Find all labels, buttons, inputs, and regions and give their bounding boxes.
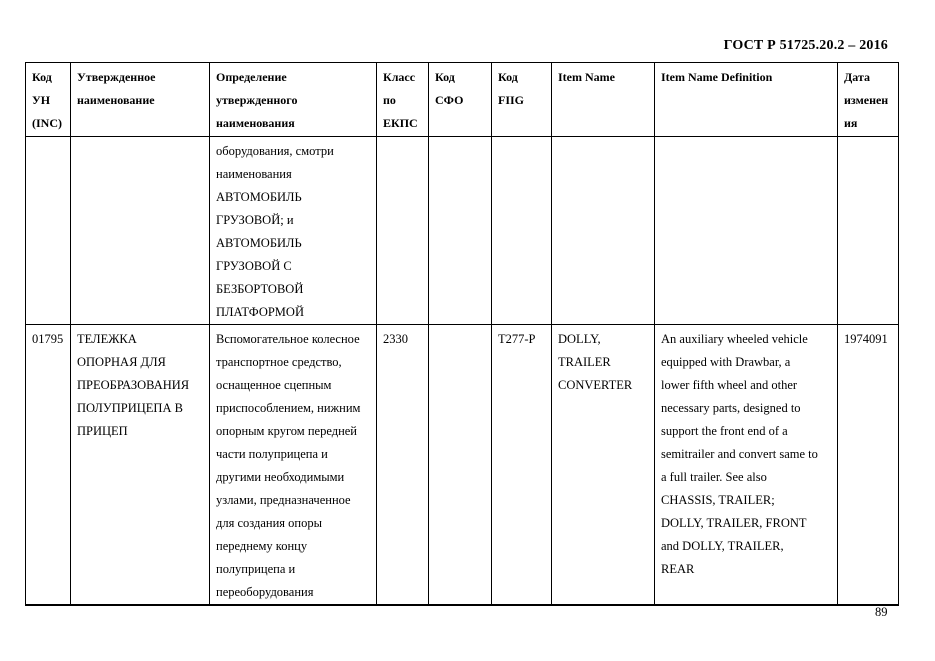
cell-inc-code: 01795 — [26, 325, 71, 606]
header-ekps-class: Класс по ЕКПС — [377, 63, 429, 137]
header-inc-code: Код УН (INC) — [26, 63, 71, 137]
header-row — [26, 63, 899, 137]
cell-sfo-code — [429, 325, 492, 606]
cell-change-date — [838, 137, 899, 325]
header-change-date: Дата изменен ия — [838, 63, 899, 137]
table-row — [26, 325, 899, 606]
cell-item-name-definition: An auxiliary wheeled vehicle equipped with Drawbar, a lower fifth wheel and other necessary parts, designed to support the front end of a semitrailer and convert same to a full trailer. See also CHASSIS, TRAILER; DOLLY, TRAILER, FRONT and DOLLY, TRAILER, REAR — [655, 325, 838, 606]
standard-code: ГОСТ Р 51725.20.2 – 2016 — [723, 38, 888, 53]
cell-ekps-class — [377, 137, 429, 325]
cell-item-name: DOLLY, TRAILER CONVERTER — [552, 325, 655, 606]
cell-change-date: 1974091 — [838, 325, 899, 606]
cell-item-name-definition — [655, 137, 838, 325]
cell-fiig-code: T277-P — [492, 325, 552, 606]
table-row — [26, 137, 899, 325]
cell-fiig-code — [492, 137, 552, 325]
cell-approved-name — [71, 137, 210, 325]
header-name-definition: Определение утвержденного наименования — [210, 63, 377, 137]
cell-name-definition: оборудования, смотри наименования АВТОМОБИЛЬ ГРУЗОВОЙ; и АВТОМОБИЛЬ ГРУЗОВОЙ С БЕЗБОРТОВОЙ ПЛАТФОРМОЙ — [210, 137, 377, 325]
header-approved-name: Утвержденное наименование — [71, 63, 210, 137]
nomenclature-table — [25, 62, 899, 606]
header-item-name: Item Name — [552, 63, 655, 137]
header-sfo-code: Код СФО — [429, 63, 492, 137]
cell-item-name — [552, 137, 655, 325]
header-item-name-definition: Item Name Definition — [655, 63, 838, 137]
cell-inc-code — [26, 137, 71, 325]
cell-sfo-code — [429, 137, 492, 325]
cell-approved-name: ТЕЛЕЖКА ОПОРНАЯ ДЛЯ ПРЕОБРАЗОВАНИЯ ПОЛУПРИЦЕПА В ПРИЦЕП — [71, 325, 210, 606]
cell-name-definition: Вспомогательное колесное транспортное средство, оснащенное сцепным приспособлением, нижним опорным кругом передней части полуприцепа и другими необходимыми узлами, предназначенное для создания опоры переднему концу полуприцепа и переоборудования — [210, 325, 377, 606]
header-fiig-code: Код FIIG — [492, 63, 552, 137]
cell-ekps-class: 2330 — [377, 325, 429, 606]
page-number: 89 — [875, 605, 888, 619]
